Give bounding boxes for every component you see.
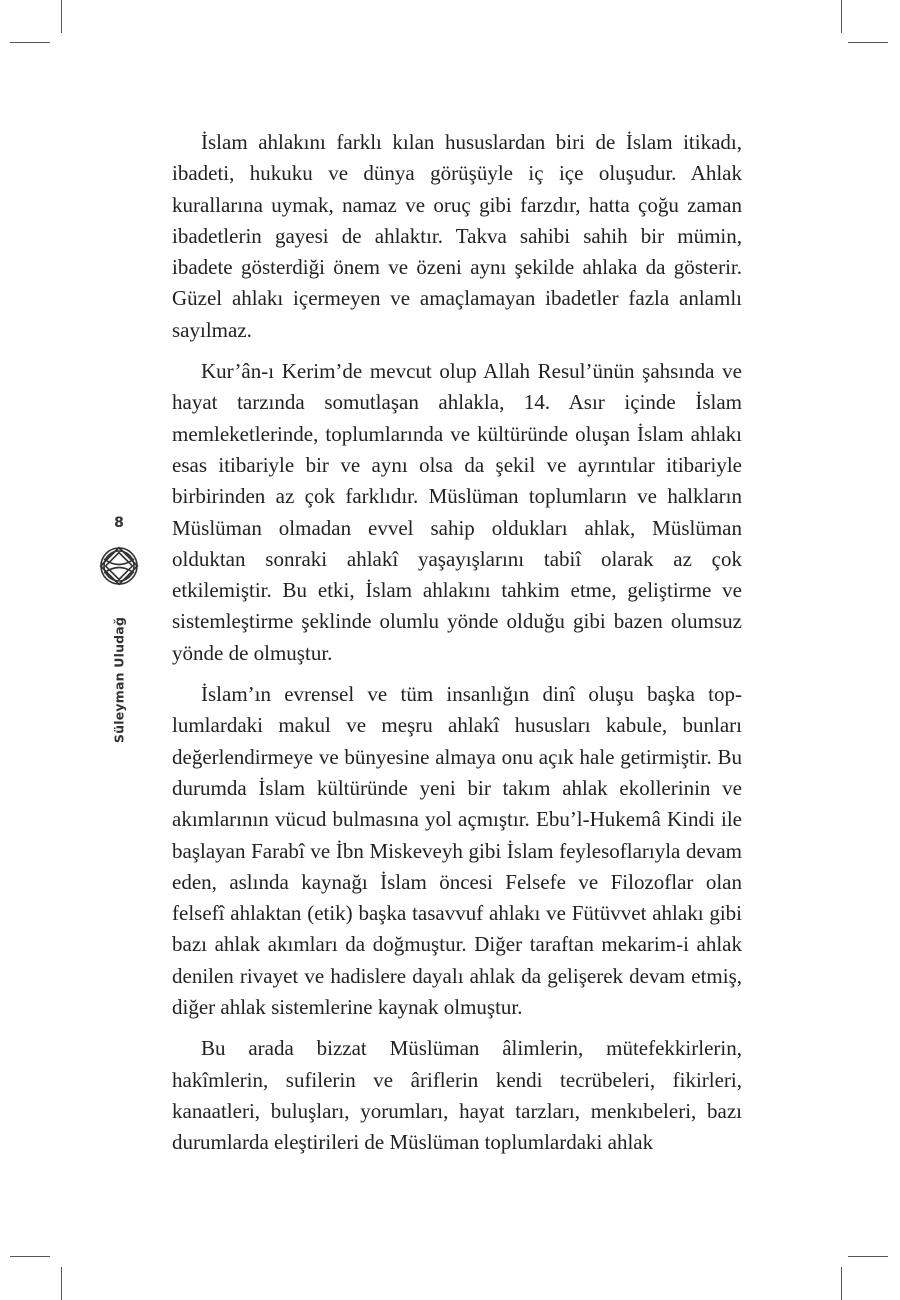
crop-mark-bottom-left-vertical: [61, 1267, 62, 1300]
author-name: Süleyman Uludağ: [111, 616, 127, 744]
crop-mark-bottom-right-vertical: [841, 1267, 842, 1300]
paragraph-1: İslam ahlakını farklı kılan hususlardan biri de İslam itikadı, ibadeti, hukuku ve dünya görüşüyle iç içe oluşudur. Ahlak kurallarına uymak, namaz ve oruç gibi farzdır, hatta çoğu zaman ibadetlerin gayesi de ahlaktır. Takva sahibi sahih bir mümin, ibadete gösterdiği önem ve özeni aynı şekilde ahlaka da gösterir. Güzel ahlakı içermeyen ve amaçlamayan ibadetler fazla anlamlı sayılmaz.: [172, 130, 742, 342]
page-number: 8: [114, 515, 124, 531]
crop-mark-top-left-horizontal: [10, 42, 50, 43]
crop-mark-top-right-horizontal: [848, 42, 888, 43]
ornamental-knot-icon: [98, 545, 140, 587]
crop-mark-bottom-right-horizontal: [848, 1256, 888, 1257]
body-text: [172, 127, 742, 1169]
crop-mark-top-left-vertical: [61, 0, 62, 33]
paragraph-2: Kur’ân-ı Kerim’de mevcut olup Allah Resul’ünün şahsında ve hayat tarzında somutlaşan ahlakla, 14. Asır içinde İslam memleketlerinde, toplumlarında ve kültüründe oluşan İslam ahlakı esas itibariyle bir ve aynı olsa da şekil ve ayrıntılar itibariyle birbirinden az çok farklıdır. Müslüman toplumların ve halkların Müslüman olmadan evvel sahip oldukları ahlak, Müslüman olduktan sonraki ahlakî yaşayışlarını tabiî olarak az çok etkilemiştir. Bu etki, İslam ahlakını tahkim etme, geliştirme ve sistemleştirme şeklinde olumlu yönde olduğu gibi bazen olumsuz yönde de olmuştur.: [172, 359, 742, 665]
crop-mark-bottom-left-horizontal: [10, 1256, 50, 1257]
paragraph-3: İslam’ın evrensel ve tüm insanlığın dinî oluşu başka toplumlardaki makul ve meşru ahlakî hususları kabule, bunları değerlendirmeye ve bünyesine almaya onu açık hale getirmiştir. Bu durumda İslam kültüründe yeni bir takım ahlak ekollerinin ve akımlarının vücud bulmasına yol açmıştır. Ebu’l-Hukemâ Kindi ile başlayan Farabî ve İbn Miskeveyh gibi İslam feylesoflarıyla devam eden, aslında kaynağı İslam öncesi Felsefe ve Filozoflar olan felsefî ahlaktan (etik) başka tasavvuf ahlakı ve Fütüvvet ahlakı gibi bazı ahlak akımları da doğmuştur. Diğer taraftan mekarim-i ahlak denilen rivayet ve hadislere dayalı ahlak da gelişerek devam etmiş, diğer ahlak sistemlerine kaynak olmuştur.: [172, 682, 742, 1020]
crop-mark-top-right-vertical: [841, 0, 842, 33]
paragraph-4: Bu arada bizzat Müslüman âlimlerin, mütefekkirlerin, hakîmlerin, sufilerin ve âriflerin kendi tecrübeleri, fikirleri, kanaatleri, buluşları, yorumları, hayat tarzları, menkıbeleri, bazı durumlarda eleştirileri de Müslüman toplumlardaki ahlak: [172, 1036, 742, 1155]
